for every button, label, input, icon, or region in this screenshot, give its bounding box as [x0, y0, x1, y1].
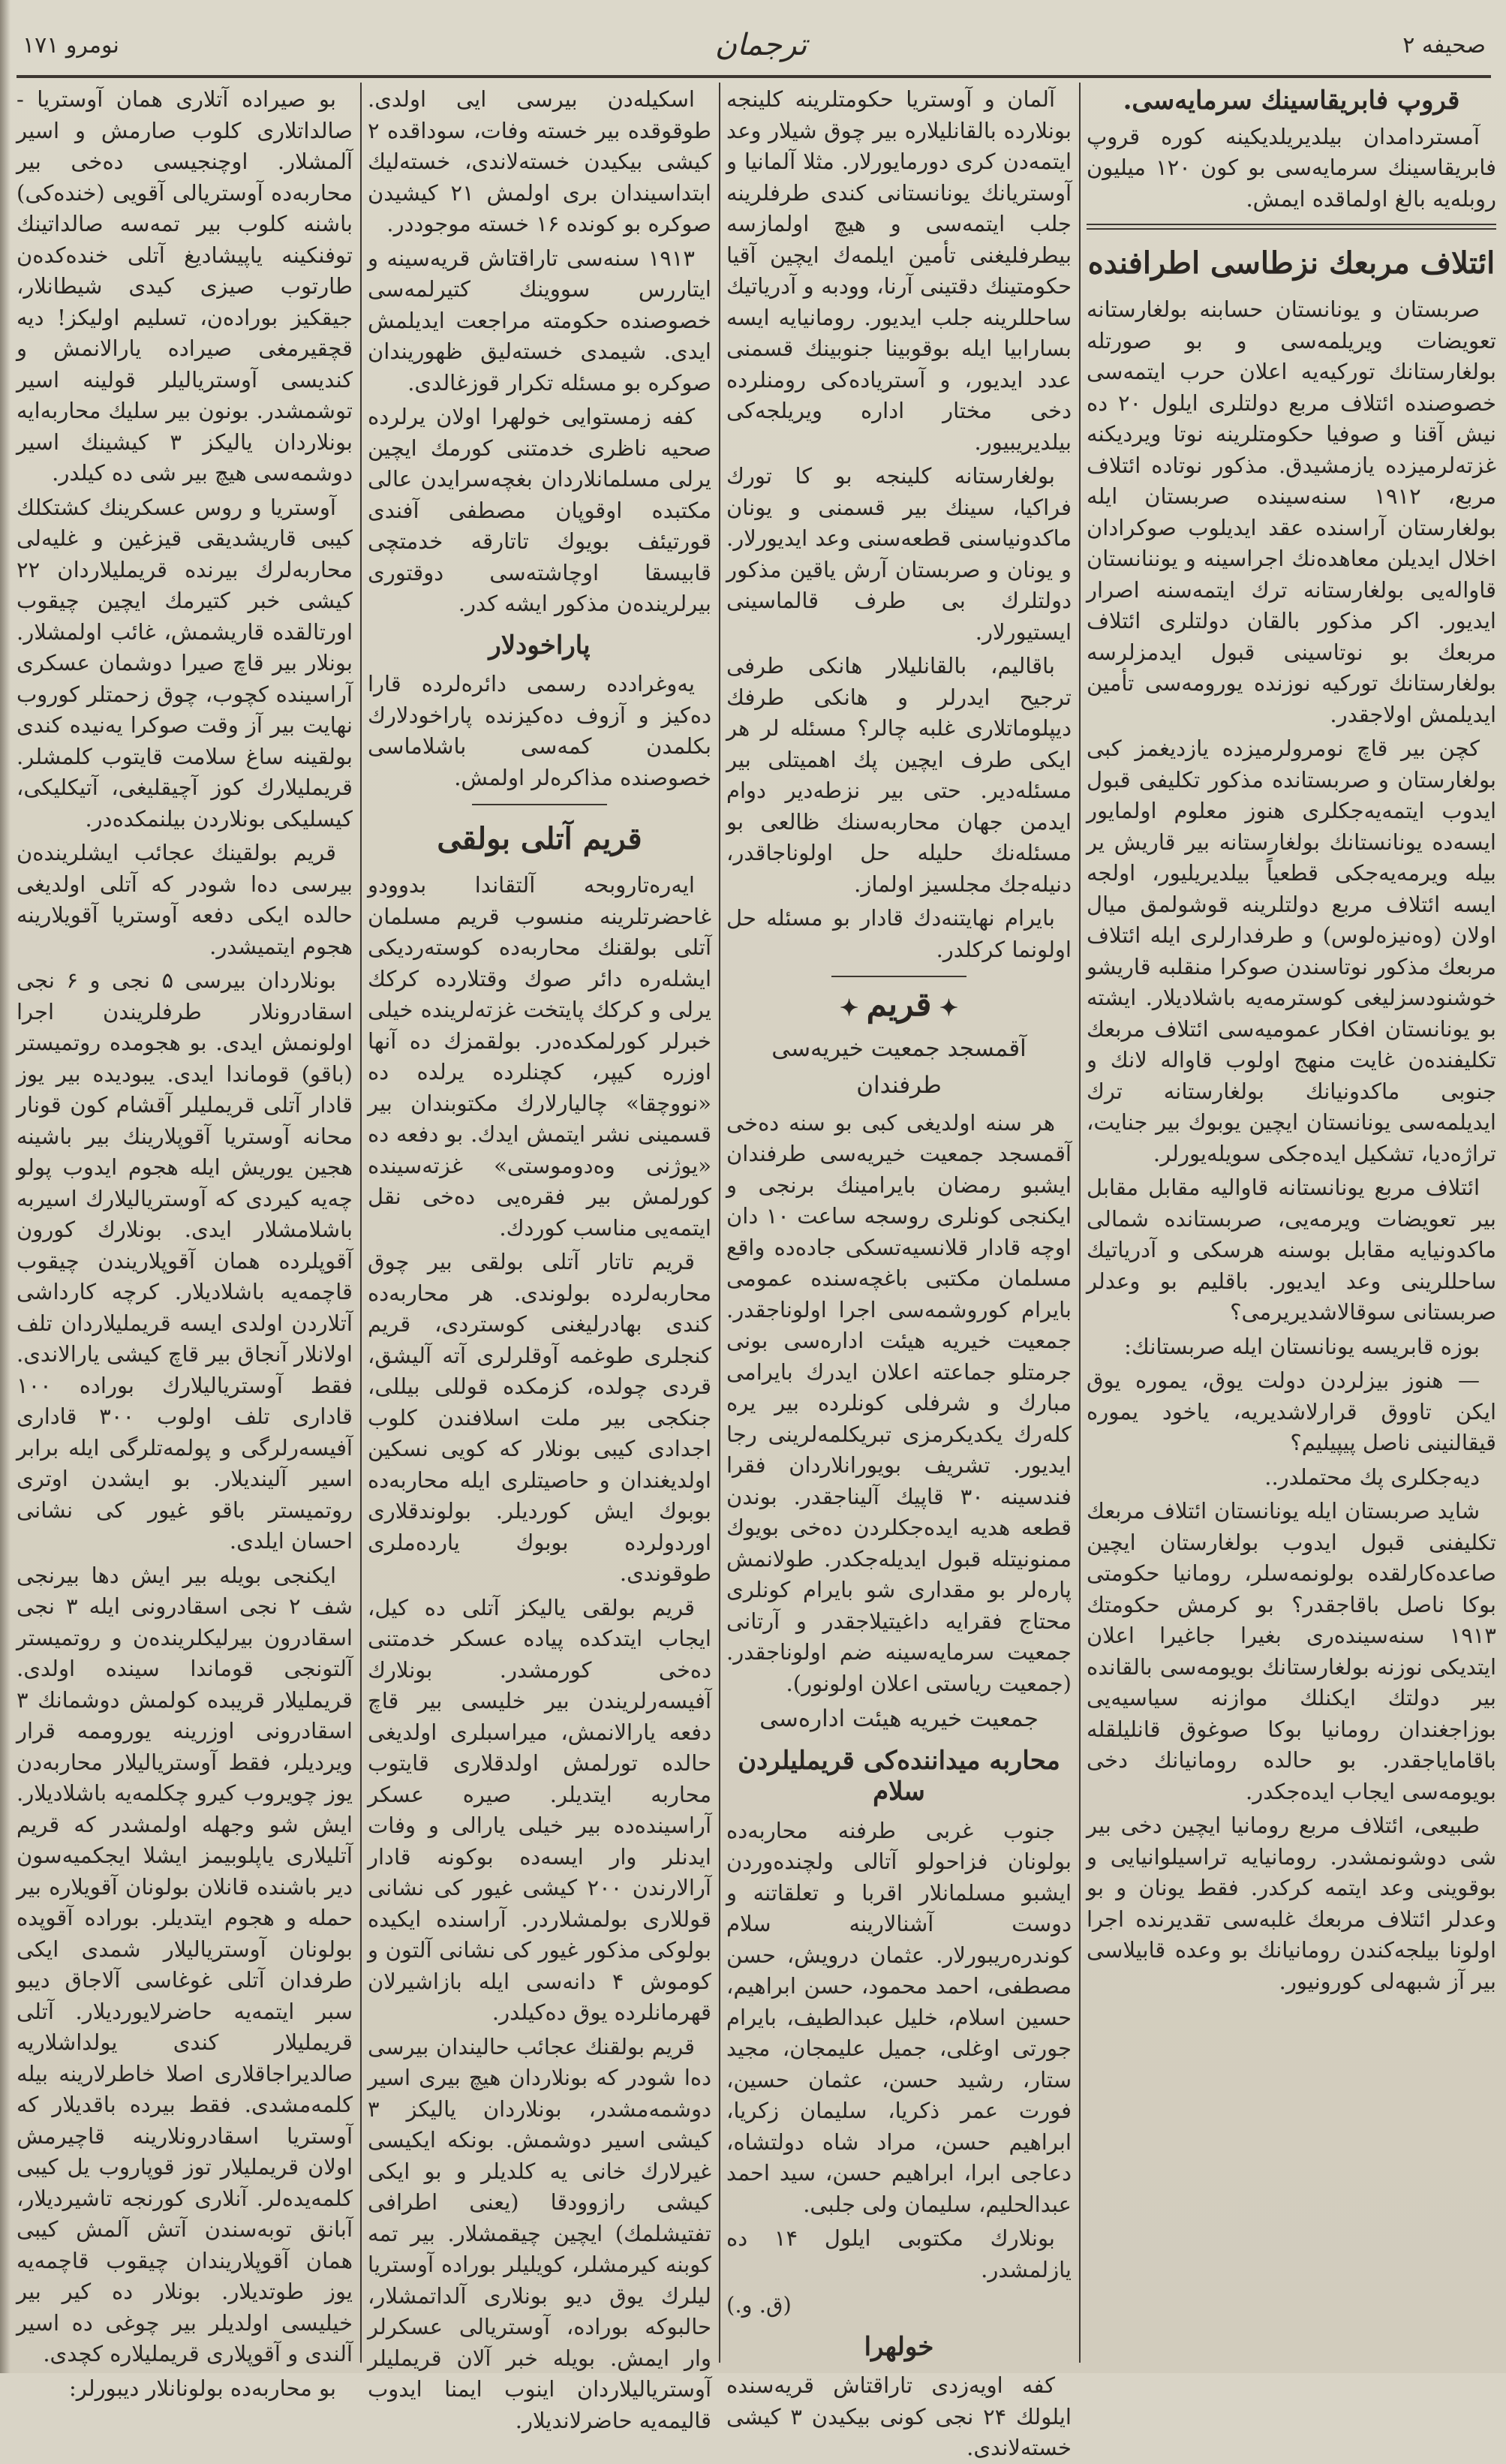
article-paragraph: آوستریا و روس عسکرینك کشتکلك کیبی قاریشدیقی قیزغین و غلیه‌لی محاربه‌لرك بیرنده قریملیلاردان ۲۲ کیشی خبر کتیرمك ایچین چیقوب اورتالقده قاریشمش، غائب اولمشلار. بونلار بیر قاچ صیرا دوشمان عسکری آراسینده کچوب، چوق زحمتلر کوروب نهایت بیر آز وقت صوکرا یه‌نیده کندی بولقینه ساغ سلامت قایتوب کلمشلر. قریملیلارك کوز آچیقلیغی، آتیکلیکی، کیسلیکی بونلاردن بیلنمکده‌در.	[17, 494, 353, 832]
article-paragraph: بوزه قابریسه یونانستان ایله صربستانك:	[1124, 1333, 1480, 1359]
section-divider	[831, 976, 966, 977]
article-paragraph: بایرام نهایتنه‌دك قادار بو مسئله حل اولونما کرکلدر.	[726, 905, 1072, 962]
article-paragraph: بو صیراده آتلاری همان آوستریا - صالداتلاری کلوب صارمش و اسیر آلمشلار. اوچنجیسی ده‌خی بیر محاربه‌ده آوستریالی آقویی (خنده‌کی) باشنه کلوب بیر تمه‌سه صالداتینك توفنکینه یاپیشادیغ آتلی خنده‌کده‌ن طارتوب صیزی کیدی شیطانلار، جیقکیز بوراده‌ن، تسلیم اولیکز! دیه قچقیرمغی صیراده یارالانمش و کندیسی آوستریالیلر قولینه اسیر توشمشدر. بونون بیر سلیك محاربه‌ایه بونلاردان یالیکز ۳ کیشینك اسیر دوشمه‌سی هیچ بیر شی ده کیلدر.	[17, 86, 353, 486]
article-paragraph: — هنوز بیزلردن دولت یوق، یموره یوق ایکن تاووق قرارلاشدیریه، یاخود یموره قیقالنینی ناصل پیپیلیم؟	[1087, 1367, 1496, 1455]
article-paragraph: کفه زمستوایی خولهرا اولان یرلرده صحیه ناظری خدمتنی کورمك ایچین یرلی مسلمانلاردان بغچه‌سرایدن عالی مکتبده اوقوپان مصطفی آفندی قورتیئف بویوك تاتارقه خدمتچی قابیسقا اوچاشته‌سی دوقتوری بیرلرینده‌ن مذکور ایشه کدر.	[368, 404, 711, 616]
article-paragraph: دیه‌جکلری پك محتملدر..	[1264, 1464, 1480, 1490]
article-paragraph: آمستردامدان بیلدیریلدیکینه کوره قروپ فابریقاسینك سرمایه‌سی بو کون ۱۲۰ میلیون روبله‌یه بالغ اولماقده ایمش.	[1087, 123, 1496, 212]
article-paragraph: جنوب غربی طرفنه محاربه‌ده بولونان فزاحولو آتالی ولچنده‌وردن ایشبو مسلمانلار اقربا و تعلقاتنه و دوست آشنالارینه سلام کوندره‌ریبورلار. عثمان درویش، حسن مصطفی، احمد محمود، حسن ابراهیم، حسین اسلام، خلیل عبدالطیف، بایرام جورتی اوغلی، جمیل علیمجان، مجید ستار، رشید حسن، عثمان حسین، فورت عمر ذکریا، سلیمان زکریا، ابراهیم حسن، مراد شاه دولتشاه، دعاجی ابرا، ابراهیم حسن، سید احمد عبدالحلیم، سلیمان ولی جلبی.	[726, 1817, 1072, 2217]
article-paragraph: یه‌وغرادده رسمی دائره‌لرده قارا ده‌کیز و آزوف ده‌کیزنده پاراخودلارك بکلمدن کمه‌سی باشلاماسی خصوصنده مذاکره‌لر اولمش.	[368, 671, 711, 790]
column-divider	[1079, 83, 1081, 2363]
article-paragraph: ایه‌ره‌تاروبحه آلتقاندا بدوودو غاحضرتلرینه منسوب قریم مسلمان آتلی بولقنك محاربه‌ده کوسته‌ردیکی ایشله‌ره دائر صوك وقتلارده کرکك یرلی و کرکك پایتخت غزته‌لرینده خیلی خبرلر کورلمکده‌در. بولقمزك ده آنها اوزره کیپر، کچنلرده یرلده ده «نووچقا» چالیارلارك مکتوبندان بیر قسمینی نشر ایتمش ایدك. بو دفعه ده «یوژنی وه‌دوموستی» غزته‌سینده کورلمش بیر فقره‌یی ده‌خی نقل ایتمه‌یی مناسب کوردك.	[368, 872, 711, 1241]
article-signature: جمعیت خیریه هیئت اداره‌سی	[759, 1705, 1039, 1732]
article-paragraph: ایکنجی بویله بیر ایش دها بیرنجی شف ۲ نجی اسقادرونی ایله ۳ نجی اسقادرون بیرلیکلرینده‌ن و روتمیستر آلتونجی قوماندا سینده اولدی. قریملیلار قریبده کولمش دوشمانك ۳ اسقادرونی اوزرینه یوروممه قرار ویردیلر، فقط آوستریالیلار محاربه‌دن یوز چویروب کیرو چکلمه‌یه باشلادیلار. ایش شو وجهله اولمشدر که قریم آتلیلاری یاپلوبیمز ایشلا ایجکمیه‌سون دیر باشنده قانلان بولونان آقویلاره بیر حمله و هجوم ایتدیلر. بوراده آقوپده بولونان آوستریالیلار شمدی ایکی طرفدان آتلی غوغاسی آلاجاق دیبو سبر ایتمه‌یه حاضرلایوردیلار. آتلی قریملیلار کندی یولداشلاریه صالدیراجاقلاری اصلا خاطرلارینه بیله کلمه‌مشدی. فقط بیرده باقدیلار که آوستریا اسقادرونلارینه قاچیرمش اولان قریملیلار توز قوپاروب یل کیبی کلمه‌یده‌لر. آنلاری کورنجه تاشیردیلار، آبانق توبه‌سندن آتش آلمش کیبی همان آقوپلاریندان چیقوب قاچمه‌یه یوز طوتدیلار. بونلار ده کیر بیر خیلیسی اولدیلر بیر چوغی ده اسیر آلندی و آقوپلاری قریملیلاره کچدی.	[17, 1562, 353, 2366]
article-divider	[1087, 224, 1496, 230]
article-headline: قروپ فابریقاسینك سرمایه‌سی.	[1123, 86, 1460, 116]
column-4	[17, 84, 353, 2401]
article-paragraph: قریم بولقینك عجائب ایشلرینده‌ن بیرسی ده‌ا شودر که آتلی اولدیغی حالده ایکی دفعه آوستریا آقویلارینه هجوم ایتمیشدر.	[17, 840, 353, 959]
article-paragraph: قریم بولقنك عجائب حالیندان بیرسی ده‌ا شو‌در که بونلاردان هیچ بیری اسیر دوشمه‌مشدر، بونلاردان یالیکز ۳ کیشی اسیر دوشمش. بونکه ایکیسی غیرلارك خانی یه کلدیلر و بو ایکی کیشی رازوودقا (یعنی اطرافی تفتیشلمك) ایچین چیقمشلار. بیر تمه کوبنه کیرمشلر، کویلیلر بوراده آوستریا لیلرك یوق دیو بونلاری آلداتمشلار، حالبوکه بوراده، آوستریالی عسکرلر وار ایمش. بویله خبر آلان قریملیلر آوستریالیلاردان اینوب ایمنا ایدوب قالیمه‌یه حاضرلاندیلار.	[368, 2033, 711, 2433]
article-paragraph: کفه اویه‌زدی تاراقتاش قریه‌سنده ایلولك ۲۴ نجی کونی بیکیدن ۳ کیشی خسته‌لاندی.	[726, 2372, 1072, 2460]
page-label: صحیفه ۲	[1402, 32, 1486, 59]
article-title: قریم آتلی بولقی	[437, 821, 642, 856]
article-paragraph: کچن بیر قاچ نومرولرمیزده یازدیغمز کبی بولغارستان و صربستانده مذکور تکلیفی قبول ایدوب ایتمه‌یه‌جکلری هنوز معلوم اولمایور ایسه‌ده یونانستانك بولغارستانه بیر قاریش یر بیله ویرمه‌یه‌جکی قطعیاً بیلدیریلیور، اولجه ایسه ائتلاف مربع دولتلرینه قوشولمق میال اولان (وه‌نیزه‌لوس) و طرفدارلری ایله ائتلاف مربعك مذکور نوتاسندن صوکرا منقلبه قاریشو خوشنودسزلیغی کوسترمه‌یه باشلادیلار. ایشته بو یونانستان افکار عمومیه‌سی ائتلاف مربعك تکلیفنده‌ن غایت منهج اولوب قاواله لانك و جنوبی ماکدونیانك بولغارستانه ترك ایدیلمه‌سی یونانستان ایچین یوبوك بیر جنایت، تراژه‌دیا، تشکیل ایده‌جکی سویله‌یورلر.	[1087, 736, 1496, 1166]
article-paragraph: بونلاردان بیرسی ۵ نجی و ۶ نجی اسقادرونلار طرفلریندن اجرا اولونمش ایدی. بو هجومده روتمیستر (باقو) قوماندا ایدی. یبودیده بیر یوز قادار آتلی قریملیلر آقشام کون قونار محانه آوستریا آقوپلارینك بیر باشینه هجین یوریش ایله هجوم ایدوب پولو چه‌یه کیردی که آوستریالیلارك اسیربه باشلامشلار ایدی. بونلارك کورون آقوپلرده همان آقوپلاریندن چیقوب قاچمه‌یه باشلادیلار. کرچه کارداشی آتلاردن اولدی ایسه قریملیلاردان تلف اولانلار آنجاق بیر قاچ کیشی یارالاندی. فقط آوستریالیلارك بوراده ۱۰۰ قاداری تلف اولوب ۳۰۰ قاداری آفیسه‌رلرگی و پولمه‌تلرگی ایله برابر اسیر آلیندیلار. بو ایشدن اوتری روتمیستر باقو غیور کی نشانی احسان ایلدی.	[17, 967, 353, 1554]
article-paragraph: قریم تاتار آتلی بولقی بیر چوق محاربه‌لرده بولوندی. هر محاربه‌ده کندی بهادرلیغنی کوستردی، قریم کنجلری طوغمه آوقلرلری آته آلیشق، قردی چولده، کزمکده قوللی بیللی، جنکجی بیر ملت اسلافندن کلوب اجدادی کیبی بونلار که کویی نسکین اولدیغندان و حاصیتلری ایله محاربه‌ده بوبوك ایش کوردیلر. بولوندقلاری اوردولرده بوبوك یارده‌ملری طوقوندی.	[368, 1249, 711, 1586]
article-heading: محاربه میداننده‌کی قریملیلردن سلام	[738, 1745, 1060, 1807]
header-rule	[17, 75, 1491, 78]
article-heading: پاراخودلار	[488, 630, 591, 660]
article-heading: آقمسجد جمعیت خیریه‌سی	[771, 1034, 1027, 1062]
column-divider	[360, 83, 362, 2363]
article-paragraph: قریم بولقی یالیکز آتلی ده کیل، ایجاب ایتدکده پیاده عسکر خدمتنی ده‌خی کورمشدر. بونلارك آفیسه‌رلریندن بیر خلیسی بیر قاچ دفعه یارالانمش، میراسبلری اولدیغی حالده تورلمش اولدقلاری قایتوب محاربه ایتدیلر. صیره عسکر آراسینده‌ده بیر خیلی یارالی و وفات ایدنلر وار ایسه‌ده بوکونه قادار آرالارندن ۲۰۰ کیشی غیور کی نشانی قوللاری بولمشلاردر. آراسنده ایکیده بولوکی مذکور غیور کی نشانی آلتون و کوموش ۴ دانه‌سی ایله بازاشیرلان قهرمانلرده یوق ده‌کیلدر.	[368, 1594, 711, 2025]
section-title-text: قریم	[866, 985, 932, 1024]
article-initials: (ق. و.)	[726, 2292, 792, 2318]
article-paragraph: بونلارك مکتوبی ایلول ۱۴ ده یازلمشدر.	[726, 2225, 1072, 2282]
article-paragraph: آلمان و آوستریا حکومتلرینه کلینجه بونلارده بالقانلیلاره بیر چوق شیلار وعد ایتمه‌دن کری دورمایورلار. مثلا آلمانیا و آوستریانك یونانستانی کندی طرفلرینه جلب ایتمه‌سی و هیچ اولمازسه بیطرفلیغنی تأمین ایلمه‌ك ایچین آقیا حکومتینك دقتینی آرنا، وودبه و آدریاتیك ساحللرینه جلب ایدیور. رومانیایه ایسه بسارابیا ایله بوقوبینا جنوبینك قسمنی عدد ایدیور، و آستریاده‌کی رومنلرده دخی مختار اداره ویریلجه‌کی بیلدیریبیور.	[726, 86, 1072, 455]
article-paragraph: شاید صربستان ایله یونانستان ائتلاف مربعك تکلیفنی قبول ایدوب بولغارستان ایچین صاعده‌کارلقده بولونمه‌سلر، رومانیا حکومتی بوکا ناصل باقاجقدر؟ بو کرمش حکومتك ۱۹۱۳ سنه‌سینده‌ری بغیرا جاغیرا اعلان ایتدیکی نوزنه بولغارستانك بویومه‌سی بالقانده بیر دولتك ایکنلك موازنه سیاسیه‌یی بوزاجغندان رومانیا بوکا صوغوق قانلیلقله باقامایاجقدر. بو حالده رومانیانك دخی بویومه‌سی ایجاب ایده‌جکدر.	[1087, 1498, 1496, 1804]
article-paragraph: صربستان و یونانستان حسابنه بولغارستانه تعویضات ویریلمه‌سی و بو صورتله بولغارستانك تورکیه‌یه اعلان حرب ایتمه‌سی خصوصنده ائتلاف مربع دولتلری ایلول ۲۰ ده نیش آقنا و صوفیا حکومتلرینه نوتا ویردیکنه غزته‌لرمیزده یازمشیدق. مذکور نوتاده ائتلاف مربع، ۱۹۱۲ سنه‌سینده صربستان ایله بولغارستان آراسنده عقد ایدیلوب صوکرادان اخلال ایدیلن معاهده‌نك اجراسینه و یوننانستان قاواله‌یی بولغارستانه ترك ایتمه‌سنه اصرار ایدیور. اکر مذکور بالقان دولتلری ائتلاف مربعك بو نوتاسینی قبول ایدمزلرسه بولغارستانك تورکیه نوزنده یورومه‌سی تأمین ایدیلمش اولاجقدر.	[1087, 296, 1497, 727]
issue-number: نومرو ۱۷۱	[23, 32, 119, 59]
article-paragraph: طبیعی، ائتلاف مربع رومانیا ایچین دخی بیر شی دوشونمشدر. رومانیایه تراسیلوانیایی و بوقوینی وعد ایتمه کرکدر. فقط یونان و بو وعدلر ائتلاف مربعك غلبه‌سی تقدیرنده اجرا اولونا بیلجه‌کندن رومانیانك بو وعده قابیلاسی بیر آز شبهه‌لی کورونیور.	[1087, 1813, 1496, 1994]
ornament-icon: ✦	[839, 995, 867, 1021]
article-paragraph: باقالیم، بالقانلیلار هانکی طرفی ترجیح ایدرلر و هانکی طرفك دیپلوماتلاری غلبه چالر؟ مسئله‌ لر هر ایکی طرف ایچین پك اهمیتلی بیر مسئله‌دیر. حتی بیر نزطه‌دیر دوام ایدمن جهان محاربه‌سنك ظالعی بو مسئله‌نك حلیله حل اولوناجاقدر، دنیله‌جك مجلسیز اولماز.	[726, 653, 1072, 897]
article-title: ائتلاف مربعك نزطاسی اطرافنده	[1087, 245, 1495, 281]
page-edge-shadow	[0, 0, 11, 2373]
column-2	[726, 84, 1072, 2460]
masthead-title: ترجمان	[714, 28, 807, 62]
ornament-icon: ✦	[931, 995, 959, 1021]
section-divider	[472, 804, 607, 805]
column-3	[368, 84, 711, 2433]
page-header	[23, 15, 1486, 75]
article-paragraph: بولغارستانه کلینجه بو کا تورك فراکیا، سینك بیر قسمنی و یونان ماکدونیاسنی قطعه‌سنی وعد ایدیورلار. و یونان و صربستان آرش یاقین مذکور دولتلرك بی طرف قالماسینی ایستیورلار.	[726, 463, 1072, 645]
article-paragraph: اسکیله‌دن بیرسی ایی اولدی. طوقوقده بیر خسته وفات، سوداقده ۲ کیشی بیکیدن خسته‌لاندی، خسته‌لیك ابتداسیندان بری اولمش ۲۱ کیشیدن صوکره بو کونده ۱۶ خسته موجوددر.	[368, 86, 711, 236]
column-divider	[719, 83, 720, 2363]
article-heading: خولهرا	[864, 2331, 934, 2362]
section-title-crimea	[726, 985, 1072, 1024]
article-paragraph: بو محاربه‌ده بولونانلار دیبورلر:	[68, 2375, 336, 2401]
column-1	[1087, 84, 1496, 2360]
article-paragraph: ائتلاف مربع یونانستانه قاوالیه مقابل مقابل بیر تعویضات ویرمه‌یی، صربستانده شمالی ماکدونیایه مقابل بوسنه هرسکی و آدریاتیك ساحللرینی وعد ایدیور. باقلیم بو وعدلر صربستانی سوقالاشدیریرمی؟	[1087, 1175, 1496, 1325]
article-paragraph: ۱۹۱۳ سنه‌سی تاراقتاش قریه‌سینه و ایتاررس سووینك کتیرلمه‌سی خصوصنده حکومته مراجعت ایدیلمش ایدی. شیمدی خسته‌لیق ظهوریندان صوکره بو مسئله تکرار قوزغالدی.	[368, 245, 711, 396]
article-paragraph: هر سنه اولدیغی کبی بو سنه ده‌خی آقمسجد جمعیت خیریه‌سی طرفندان ایشبو رمضان بایرامینك برنجی و ایکنجی کونلری روسجه ساعت ۱۰ دان اوچه قادار قلانسیه‌تسکی جاده‌ده واقع مسلمان مکتبی باغچه‌سنده عمومی بایرام کوروشمه‌سی اجرا اولوناجقدر. جمعیت خیریه هیئت اداره‌سی بونی جرمتلو جماعته اعلان ایدرك بایرامی مبارك و شرفلی کونلرده بیر یره کله‌رك یکدیکرمزی تبریکلمه‌لرینی رجا ایدیور. تشریف بویورانلاردان فقرا فندسینه ۳۰ قاپیك آلیناجقدر. بوندن قطعه هدیه ایده‌جکلردن ده‌خی بویوك ممنونیتله قبول ایدیله‌جکدر. طولانمش پاره‌لر بو مقداری شو بایرام کونلری محتاج فقرایه داغیتیلاجقدر و آرتانی جمعیت سرمایه‌سینه ضم اولوناجقدر. (جمعیت ریاستی اعلان اولونور).	[726, 1109, 1072, 1696]
article-heading-sub: طرفندان	[856, 1072, 942, 1099]
